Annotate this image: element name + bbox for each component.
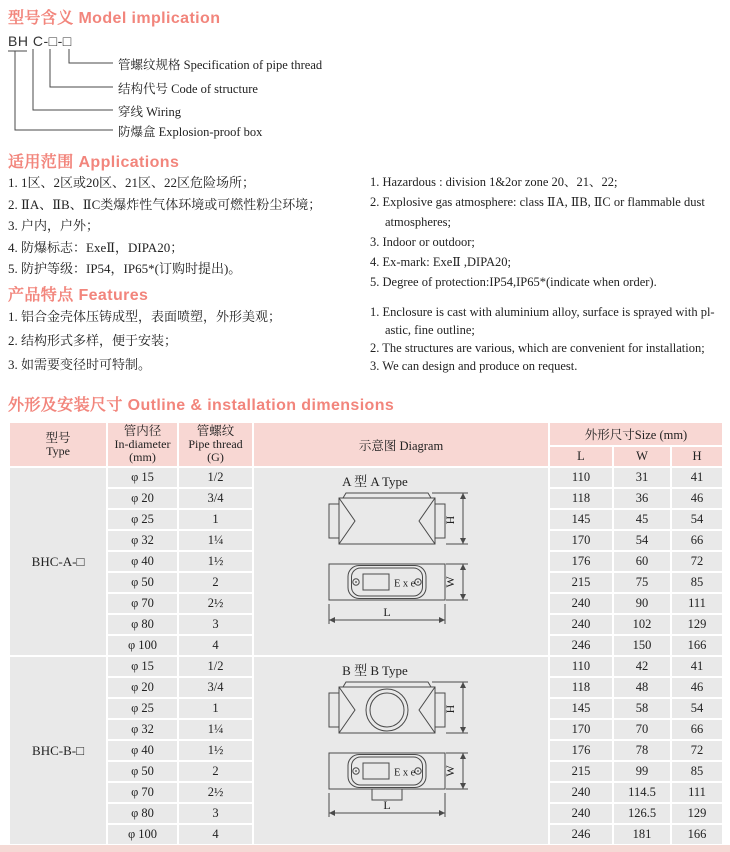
size-l-cell: 145	[549, 698, 613, 719]
size-h-cell: 129	[671, 614, 723, 635]
h-dimension-label: H	[443, 704, 457, 714]
table-row	[9, 656, 723, 677]
size-l-cell: 176	[549, 740, 613, 761]
thread-cell: 2	[178, 572, 253, 593]
size-h-cell: 66	[671, 719, 723, 740]
thread-cell: 3/4	[178, 488, 253, 509]
diameter-cell: φ 40	[107, 740, 178, 761]
thread-cell: 1¼	[178, 530, 253, 551]
size-h-cell: 46	[671, 677, 723, 698]
model-label-structure: 结构代号 Code of structure	[118, 82, 258, 96]
header-row-1	[9, 422, 723, 446]
size-h-cell: 166	[671, 635, 723, 656]
exe-mark-label: Exe	[394, 578, 418, 590]
col-header-thread-en: Pipe thread	[188, 437, 243, 451]
l-dimension	[329, 793, 445, 817]
size-w-cell: 60	[613, 551, 671, 572]
col-header-diameter-en: In-diameter	[114, 437, 171, 451]
size-l-cell: 170	[549, 719, 613, 740]
size-w-cell: 99	[613, 761, 671, 782]
type-cell-a: BHC-A-□	[9, 467, 107, 656]
list-item: 2. ⅡA、ⅡB、ⅡC类爆炸性气体环境或可燃性粉尘环境；	[8, 196, 322, 212]
size-l-cell: 240	[549, 803, 613, 824]
diameter-cell: φ 25	[107, 509, 178, 530]
list-item: 2. The structures are various, which are convenient for installation;	[370, 341, 705, 355]
page-bottom-strip	[0, 845, 730, 852]
list-item: 1. Enclosure is cast with aluminium alloy, surface is sprayed with pl-astic, fine outline;	[370, 305, 715, 337]
size-l-cell: 215	[549, 572, 613, 593]
thread-cell: 1/2	[178, 467, 253, 488]
thread-cell: 1½	[178, 740, 253, 761]
features-list-en	[370, 303, 726, 375]
list-item: 1. 1区、2区或20区、21区、22区危险场所；	[8, 175, 256, 190]
diameter-cell: φ 20	[107, 488, 178, 509]
size-w-cell: 114.5	[613, 782, 671, 803]
table-row	[9, 467, 723, 488]
size-h-cell: 72	[671, 551, 723, 572]
thread-cell: 3	[178, 614, 253, 635]
size-h-cell: 46	[671, 488, 723, 509]
col-header-w: W	[613, 446, 671, 467]
a-type-side-view	[329, 493, 445, 544]
size-w-cell: 181	[613, 824, 671, 845]
thread-cell: 1¼	[178, 719, 253, 740]
size-h-cell: 41	[671, 656, 723, 677]
size-l-cell: 240	[549, 593, 613, 614]
col-header-type-en: Type	[46, 443, 70, 458]
col-header-size: 外形尺寸Size (mm)	[549, 422, 723, 446]
size-h-cell: 85	[671, 572, 723, 593]
size-l-cell: 176	[549, 551, 613, 572]
size-h-cell: 54	[671, 509, 723, 530]
size-w-cell: 90	[613, 593, 671, 614]
list-item: 1. 铝合金壳体压铸成型，表面喷塑，外形美观；	[8, 309, 282, 324]
size-l-cell: 240	[549, 614, 613, 635]
col-header-type-cn: 型号	[45, 430, 71, 445]
size-w-cell: 54	[613, 530, 671, 551]
w-dimension	[443, 564, 468, 600]
size-h-cell: 54	[671, 698, 723, 719]
diameter-cell: φ 80	[107, 614, 178, 635]
diameter-cell: φ 100	[107, 824, 178, 845]
l-dimension	[329, 604, 445, 624]
size-h-cell: 72	[671, 740, 723, 761]
applications-list-cn	[8, 172, 362, 280]
model-label-box: 防爆盒 Explosion-proof box	[118, 125, 263, 139]
a-type-diagram	[254, 468, 548, 655]
size-w-cell: 58	[613, 698, 671, 719]
model-implication-title: 型号含义 Model implication	[8, 10, 221, 27]
applications-list-en	[370, 172, 726, 292]
dimensions-title: 外形及安装尺寸 Outline & installation dimensions	[8, 397, 395, 414]
size-l-cell: 118	[549, 677, 613, 698]
diameter-cell: φ 80	[107, 803, 178, 824]
col-header-diagram: 示意图 Diagram	[253, 422, 549, 467]
diagram-title: B 型 B Type	[342, 663, 408, 678]
h-dimension	[432, 493, 468, 544]
thread-cell: 1	[178, 698, 253, 719]
size-w-cell: 31	[613, 467, 671, 488]
size-h-cell: 41	[671, 467, 723, 488]
b-type-side-view	[329, 682, 445, 733]
diagram-cell-b	[253, 656, 549, 845]
b-type-diagram	[254, 657, 548, 844]
diagram-title: A 型 A Type	[342, 474, 408, 489]
thread-cell: 2½	[178, 593, 253, 614]
col-header-diameter-cn: 管内径	[123, 424, 162, 438]
diameter-cell: φ 20	[107, 677, 178, 698]
size-h-cell: 111	[671, 782, 723, 803]
col-header-thread-unit: (G)	[207, 450, 224, 464]
size-l-cell: 170	[549, 530, 613, 551]
diameter-cell: φ 15	[107, 656, 178, 677]
size-w-cell: 78	[613, 740, 671, 761]
size-w-cell: 70	[613, 719, 671, 740]
size-l-cell: 110	[549, 656, 613, 677]
list-item: 3. We can design and produce on request.	[370, 359, 578, 373]
b-type-plan-view	[329, 753, 445, 800]
list-item: 3. 户内，户外；	[8, 218, 100, 233]
applications-title: 适用范围 Applications	[8, 154, 180, 171]
col-header-l: L	[549, 446, 613, 467]
size-l-cell: 246	[549, 635, 613, 656]
thread-cell: 1	[178, 509, 253, 530]
col-header-diameter-unit: (mm)	[129, 450, 156, 464]
diagram-cell-a	[253, 467, 549, 656]
h-dimension	[432, 682, 468, 733]
model-code-block	[8, 30, 353, 142]
thread-cell: 4	[178, 635, 253, 656]
col-header-h: H	[671, 446, 723, 467]
size-l-cell: 110	[549, 467, 613, 488]
features-list-cn	[8, 305, 362, 377]
w-dimension-label: W	[443, 765, 457, 777]
list-item: 1. Hazardous : division 1&2or zone 20、21、22;	[370, 175, 618, 189]
thread-cell: 3/4	[178, 677, 253, 698]
h-dimension-label: H	[443, 515, 457, 525]
exe-mark-label: Exe	[394, 767, 418, 779]
diameter-cell: φ 50	[107, 761, 178, 782]
size-h-cell: 129	[671, 803, 723, 824]
type-cell-b: BHC-B-□	[9, 656, 107, 845]
diameter-cell: φ 15	[107, 467, 178, 488]
list-item: 5. Degree of protection:IP54,IP65*(indicate when order).	[370, 275, 657, 289]
model-label-pipe-thread: 管螺纹规格 Specification of pipe thread	[118, 58, 323, 72]
dimensions-table	[8, 421, 724, 846]
size-l-cell: 118	[549, 488, 613, 509]
thread-cell: 2½	[178, 782, 253, 803]
size-w-cell: 150	[613, 635, 671, 656]
w-dimension-label: W	[443, 576, 457, 588]
size-l-cell: 145	[549, 509, 613, 530]
list-item: 5. 防护等级：IP54，IP65*(订购时提出)。	[8, 261, 242, 276]
col-header-thread-cn: 管螺纹	[196, 424, 235, 438]
list-item: 3. Indoor or outdoor;	[370, 235, 475, 249]
diameter-cell: φ 40	[107, 551, 178, 572]
col-header-type	[9, 422, 107, 467]
size-l-cell: 240	[549, 782, 613, 803]
diameter-cell: φ 25	[107, 698, 178, 719]
diameter-cell: φ 32	[107, 719, 178, 740]
size-w-cell: 42	[613, 656, 671, 677]
list-item: 4. Ex-mark: ExeⅡ ,DIPA20;	[370, 255, 512, 269]
diameter-cell: φ 50	[107, 572, 178, 593]
size-l-cell: 215	[549, 761, 613, 782]
thread-cell: 2	[178, 761, 253, 782]
list-item: 2. 结构形式多样，便于安装；	[8, 333, 178, 348]
model-code: BH C-□-□	[8, 33, 72, 49]
size-w-cell: 75	[613, 572, 671, 593]
thread-cell: 1½	[178, 551, 253, 572]
diameter-cell: φ 100	[107, 635, 178, 656]
size-w-cell: 126.5	[613, 803, 671, 824]
size-w-cell: 48	[613, 677, 671, 698]
l-dimension-label: L	[383, 605, 391, 619]
diameter-cell: φ 32	[107, 530, 178, 551]
features-title: 产品特点 Features	[8, 287, 149, 304]
thread-cell: 4	[178, 824, 253, 845]
list-item: 4. 防爆标志：ExeⅡ，DIPA20；	[8, 239, 184, 255]
size-l-cell: 246	[549, 824, 613, 845]
thread-cell: 3	[178, 803, 253, 824]
size-h-cell: 166	[671, 824, 723, 845]
col-header-diameter	[107, 422, 178, 467]
diameter-cell: φ 70	[107, 782, 178, 803]
a-type-plan-view	[329, 564, 445, 600]
size-w-cell: 36	[613, 488, 671, 509]
list-item: 2. Explosive gas atmosphere: class ⅡA, ⅡB, ⅡC or flammable dust atmospheres;	[370, 195, 705, 229]
col-header-thread	[178, 422, 253, 467]
l-dimension-label: L	[383, 798, 391, 812]
diameter-cell: φ 70	[107, 593, 178, 614]
w-dimension	[443, 753, 468, 789]
model-label-wiring: 穿线 Wiring	[118, 105, 182, 119]
size-h-cell: 111	[671, 593, 723, 614]
thread-cell: 1/2	[178, 656, 253, 677]
size-h-cell: 85	[671, 761, 723, 782]
size-w-cell: 45	[613, 509, 671, 530]
size-h-cell: 66	[671, 530, 723, 551]
size-w-cell: 102	[613, 614, 671, 635]
list-item: 3. 如需要变径时可特制。	[8, 357, 152, 372]
